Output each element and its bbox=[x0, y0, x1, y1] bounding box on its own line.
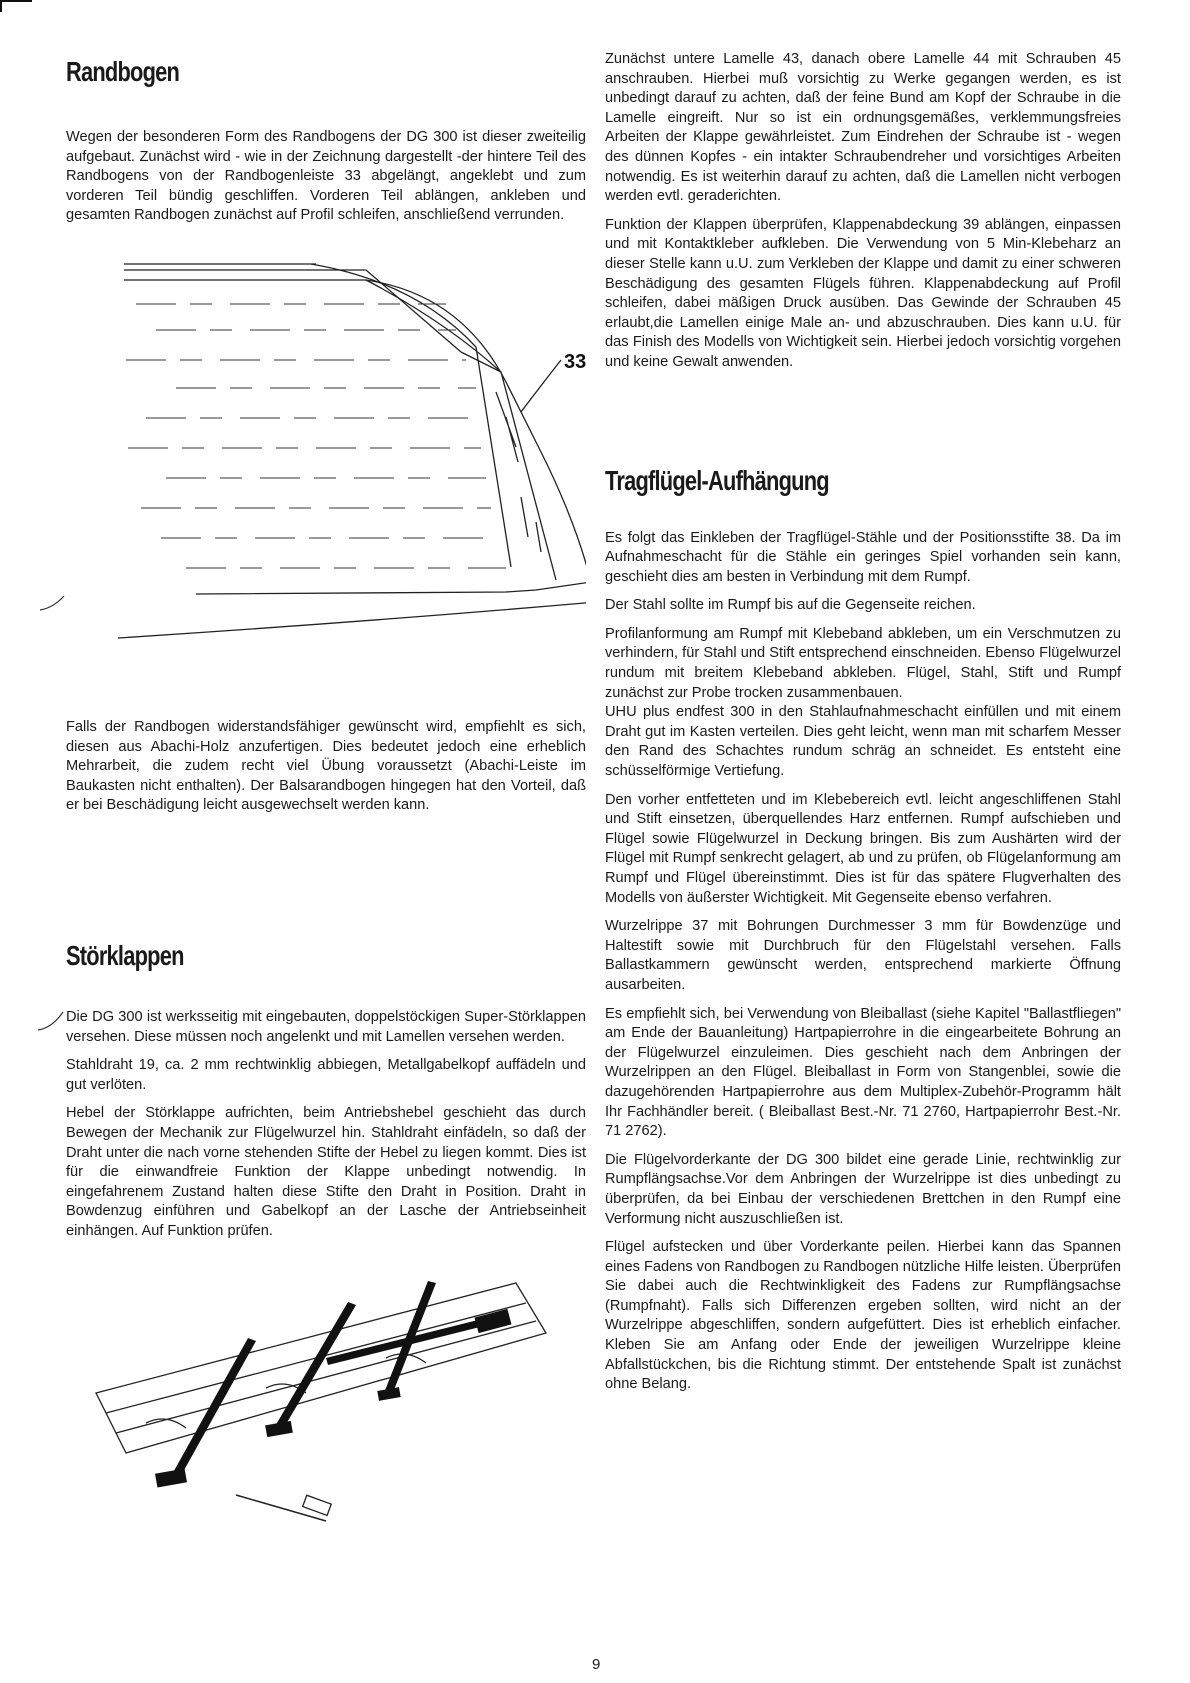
randbogen-paragraph-1: Wegen der besonderen Form des Randbogens der DG 300 ist dieser zweiteilig aufgebaut. Zunächst wird - wie in der Zeichnung dargestellt -der hintere Teil des Randbogens von der Randbogenleiste 33 abgelängt, angeklebt und zum vorderen Teil bündig geschliffen. Vorderen Teil ablängen, ankleben und gesamten Randbogen zunächst auf Profil schleifen, anschließend verrunden. bbox=[66, 129, 586, 224]
right-column bbox=[605, 50, 1121, 1404]
margin-tick-icon bbox=[38, 592, 68, 612]
randbogen-figure bbox=[66, 242, 586, 692]
tragfluegel-paragraph-1: Es folgt das Einkleben der Tragflügel-Stähle und der Positionsstifte 38. Da im Aufnahmeschacht für die Stähle ein geringes Spiel vorhanden sein kann, geschieht dies am besten in Verbindung mit dem Rumpf. bbox=[605, 529, 1121, 585]
left-column bbox=[66, 50, 586, 1523]
tragfluegel-paragraph-7: Es empfiehlt sich, bei Verwendung von Bleiballast (siehe Kapitel "Ballastfliegen" am Ende der Bauanleitung) Hartpapierrohre in die eingearbeitete Bohrung an der Flügelwurzel einzuleimen. Dies geschieht nach dem Anbringen der Wurzelrippen an den Flügel. Bleiballast in Form von Stangenblei, sowie die dazugehörenden Hartpapierrohre aus dem Multiplex-Zubehör-Programm hält Ihr Fachhändler bereit. ( Bleiballast Best.-Nr. 71 2760, Hartpapierrohr Best.-Nr. 71 2762). bbox=[605, 1005, 1121, 1140]
wing-tip-drawing bbox=[66, 242, 586, 692]
klappenabdeckung-paragraph: Funktion der Klappen überprüfen, Klappenabdeckung 39 ablängen, einpassen und mit Kontaktkleber aufkleben. Die Verwendung von 5 Min-Klebeharz an dieser Stelle kann u.U. zum Verkleben der Klappe und damit zu einer schweren Beschädigung des gesamten Flügels führen. Klappenabdeckung auf Profil schleifen, dabei mäßigen Druck ausüben. Das Gewinde der Schrauben 45 erlaubt,die Lamellen einige Male an- und abzuschrauben. Dies kann u.U. für das Finish des Modells von Wichtigkeit sein. Hierbei jedoch vorsichtig vorgehen und keine Gewalt anwenden. bbox=[605, 216, 1121, 370]
lamellen-paragraph: Zunächst untere Lamelle 43, danach obere Lamelle 44 mit Schrauben 45 anschrauben. Hierbei muß vorsichtig zu Werke gegangen werden, es ist unbedingt darauf zu achten, daß der feine Bund am Kopf der Schraube in die Lamelle eingreift. Nur so ist ein ordnungsgemäßes, verklemmungsfreies Arbeiten der Klappe gewährleistet. Zum Eindrehen der Schraube ist - wegen des dünnen Kopfes - ein intakter Schraubendreher und vorsichtiges Arbeiten notwendig. Es ist weiterhin darauf zu achten, daß die Lamellen nicht verbogen werden evtl. geraderichten. bbox=[605, 51, 1121, 205]
airbrake-mechanism-drawing bbox=[86, 1263, 556, 1523]
tragfluegel-paragraph-8: Die Flügelvorderkante der DG 300 bildet eine gerade Linie, rechtwinklig zur Rumpflängsachse.Vor dem Anbringen der Wurzelrippe ist dies unbedingt zu überprüfen, da bei Einbau der verschiedenen Brettchen in den Rumpf eine Verformung nicht auszuschließen ist. bbox=[605, 1151, 1121, 1227]
heading-randbogen: Randbogen bbox=[66, 56, 180, 87]
page-number: 9 bbox=[592, 1656, 601, 1673]
crop-mark-icon bbox=[0, 0, 32, 12]
tragfluegel-paragraph-3: Profilanformung am Rumpf mit Klebeband abkleben, um ein Verschmutzen zu verhindern, für Stahl und Stift entsprechend einschneiden. Ebenso Flügelwurzel rundum mit breitem Klebeband abkleben. Flügel, Stahl, Stift und Rumpf zunächst zur Probe trocken zusammenbauen. bbox=[605, 625, 1121, 701]
stoerklappen-paragraph-2: Stahldraht 19, ca. 2 mm rechtwinklig abbiegen, Metallgabelkopf auffädeln und gut verlöten. bbox=[66, 1057, 586, 1093]
tragfluegel-paragraph-2: Der Stahl sollte im Rumpf bis auf die Gegenseite reichen. bbox=[605, 597, 976, 614]
margin-tick-icon bbox=[36, 1008, 66, 1034]
randbogen-paragraph-2: Falls der Randbogen widerstandsfähiger gewünscht wird, empfiehlt es sich, diesen aus Abachi-Holz anzufertigen. Dies bedeutet jedoch eine erheblich Mehrarbeit, die zudem recht viel Übung voraussetzt (Abachi-Leiste im Baukasten nicht enthalten). Der Balsarandbogen hingegen hat den Vorteil, daß er bei Beschädigung leicht ausgewechselt werden kann. bbox=[66, 718, 586, 814]
figure-label-33: 33 bbox=[564, 350, 586, 373]
stoerklappen-paragraph-3: Hebel der Störklappe aufrichten, beim Antriebshebel geschieht das durch Bewegen der Mechanik zur Flügelwurzel hin. Stahldraht einfädeln, so daß der Draht unter die nach vorne stehenden Stifte der Hebel zu liegen kommt. Dies ist für die einwandfreie Funktion der Klappe unbedingt notwendig. In eingefahrenem Zustand halten diese Stifte den Draht in Position. Draht in Bowdenzug einführen und Gabelkopf an der Lasche der Antriebseinheit einhängen. Auf Funktion prüfen. bbox=[66, 1105, 586, 1239]
tragfluegel-paragraph-9: Flügel aufstecken und über Vorderkante peilen. Hierbei kann das Spannen eines Fadens von Randbogen zu Randbogen nützliche Hilfe leisten. Überprüfen Sie dabei auch die Rechtwinkligkeit des Fadens zur Rumpflängsachse (Rumpfnaht). Falls sich Differenzen ergeben sollten, wird nicht an der Wurzelrippe abgeschliffen, sondern aufgefüttert. Dies ist erheblich einfacher. Kleben Sie am Anfang oder Ende der jeweiligen Wurzelrippe kleine Abfallstückchen, bis die Richtung stimmt. Der entstehende Spalt ist zunächst ohne Belang. bbox=[605, 1239, 1121, 1393]
heading-tragfluegel-aufhaengung: Tragflügel-Aufhängung bbox=[605, 464, 829, 496]
tragfluegel-paragraph-6: Wurzelrippe 37 mit Bohrungen Durchmesser 3 mm für Bowdenzüge und Haltestift sowie mit Durchbruch für den Flügelstahl versehen. Falls Ballastkammern gewünscht werden, entsprechend markierte Öffnung ausarbeiten. bbox=[605, 918, 1121, 993]
tragfluegel-paragraph-5: Den vorher entfetteten und im Klebebereich evtl. leicht angeschliffenen Stahl und Stift einsetzen, überquellendes Harz entfernen. Rumpf aufschieben und Flügel sowie Flügelwurzel in Deckung bringen. Bis zum Aushärten wird der Flügel mit Rumpf senkrecht gelagert, ab und zu prüfen, ob Flügelanformung am Rumpf und Flügel übereinstimmt. Dies ist für das spätere Flugverhalten des Modells von äußerster Wichtigkeit. Mit Gegenseite ebenso verfahren. bbox=[605, 791, 1121, 906]
tragfluegel-paragraph-4: UHU plus endfest 300 in den Stahlaufnahmeschacht einfüllen und mit einem Draht gut im Kasten verteilen. Dies geht leicht, wenn man mit scharfem Messer den Rand des Schachtes rundum schräg an schneidet. Es entsteht eine schüsselförmige Vertiefung. bbox=[605, 704, 1121, 780]
heading-stoerklappen: Störklappen bbox=[66, 939, 184, 971]
stoerklappen-paragraph-1: Die DG 300 ist werksseitig mit eingebauten, doppelstöckigen Super-Störklappen versehen. Diese müssen noch angelenkt und mit Lamellen versehen werden. bbox=[66, 1008, 586, 1045]
